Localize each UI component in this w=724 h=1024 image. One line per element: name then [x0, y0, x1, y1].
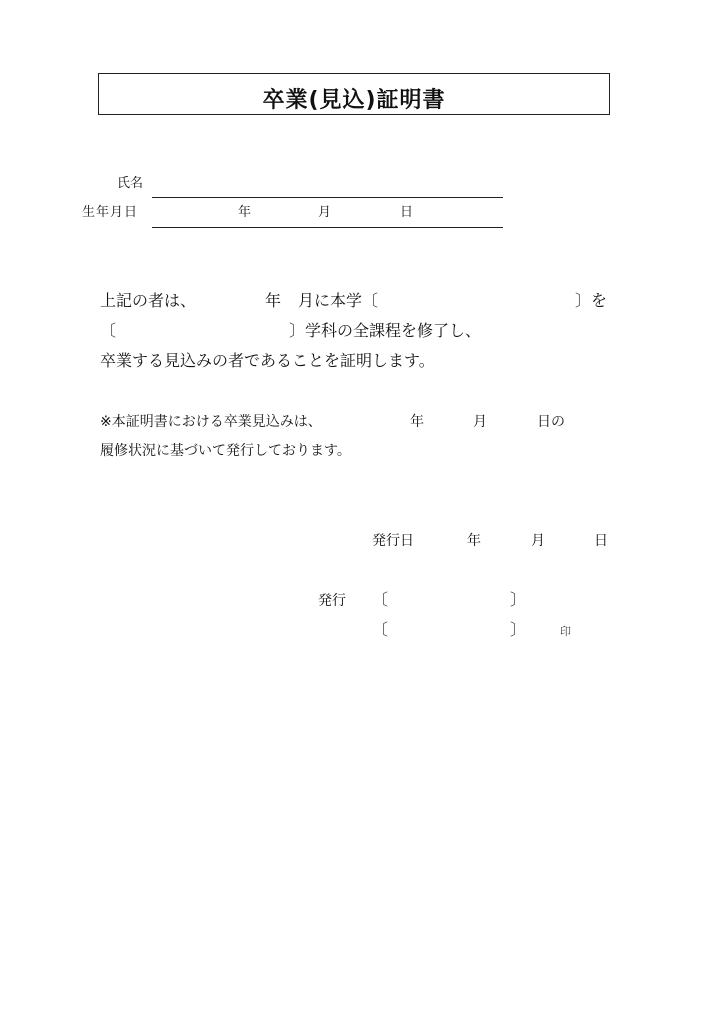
birthdate-label: 生年月日: [82, 205, 139, 220]
issuer-label: 発行: [318, 593, 346, 609]
note-day: 日の: [537, 414, 565, 430]
note-year: 年: [410, 414, 424, 430]
issue-month: 月: [531, 533, 545, 549]
body-line1-end: 〕を: [575, 291, 608, 310]
name-label: 氏名: [117, 176, 144, 191]
title-box: [98, 73, 610, 115]
birth-month-label: 月: [318, 205, 332, 220]
seal-mark: 印: [560, 625, 571, 638]
issue-date-label: 発行日: [372, 533, 414, 549]
issue-day: 日: [594, 533, 608, 549]
name-field-line[interactable]: [152, 197, 503, 198]
note-month: 月: [473, 414, 487, 430]
body-line2-bracket-open: 〔: [100, 321, 117, 340]
note-line1-start: ※本証明書における卒業見込みは、: [100, 414, 322, 430]
body-line2-text: 〕学科の全課程を修了し、: [289, 321, 482, 340]
issuer-bracket-close-2: 〕: [510, 620, 527, 639]
birthdate-field-line[interactable]: [152, 227, 503, 228]
issuer-bracket-open-2: 〔: [372, 620, 389, 639]
issue-year: 年: [467, 533, 481, 549]
body-line1-year: 年: [265, 291, 282, 310]
document-title: 卒業(見込)証明書: [262, 88, 446, 113]
issuer-bracket-open-1: 〔: [372, 590, 389, 609]
body-line1-start: 上記の者は、: [100, 291, 197, 310]
issuer-bracket-close-1: 〕: [510, 590, 527, 609]
birth-year-label: 年: [238, 205, 252, 220]
body-line1-month-school: 月に本学〔: [298, 291, 379, 310]
body-line3: 卒業する見込みの者であることを証明します。: [100, 351, 435, 370]
birth-day-label: 日: [400, 205, 414, 220]
note-line2: 履修状況に基づいて発行しております。: [100, 443, 351, 459]
